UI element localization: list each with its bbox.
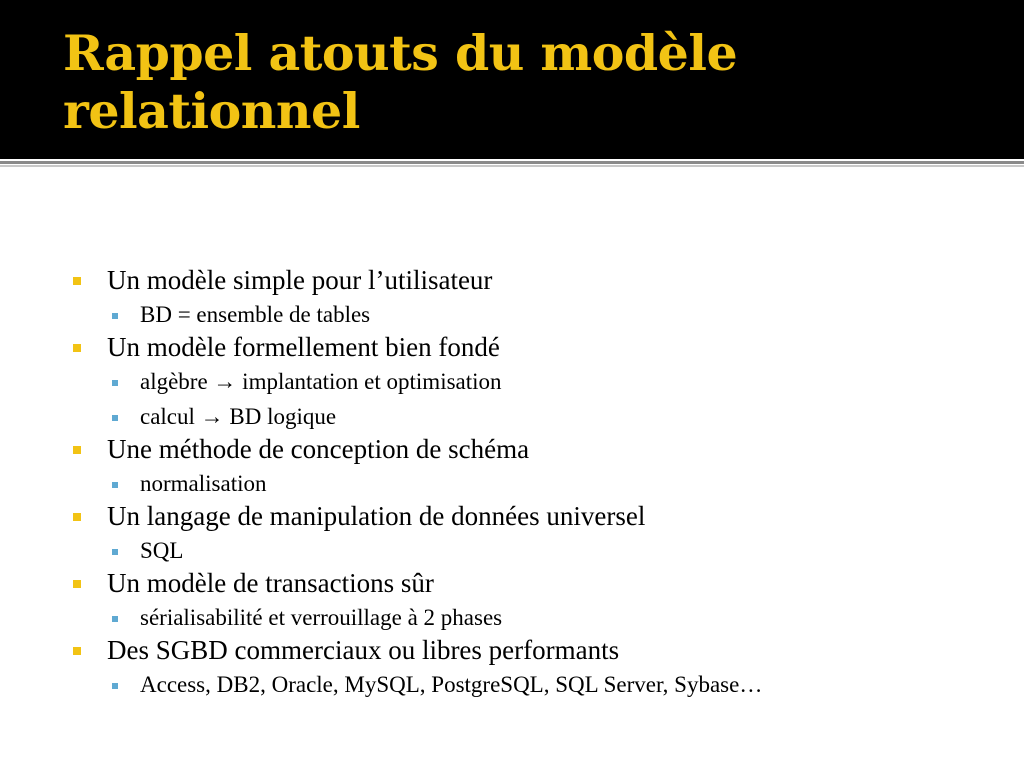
- bullet-item: [0, 264, 1024, 296]
- sub-bullet-item: [0, 366, 1024, 398]
- sub-bullet-item: [0, 602, 1024, 634]
- square-bullet-icon: [73, 446, 81, 454]
- square-bullet-icon: [73, 277, 81, 285]
- square-bullet-icon: [73, 344, 81, 352]
- square-bullet-icon: [112, 313, 118, 319]
- title-divider: [0, 161, 1024, 164]
- bullet-item: [0, 433, 1024, 465]
- sub-bullet-item: [0, 468, 1024, 500]
- sub-bullet-item: [0, 535, 1024, 567]
- square-bullet-icon: [73, 647, 81, 655]
- square-bullet-icon: [112, 482, 118, 488]
- bullet-item: [0, 331, 1024, 363]
- bullet-list: [0, 264, 1024, 701]
- sub-bullet-item: [0, 401, 1024, 433]
- sub-bullet-text: BD = ensemble de tables: [140, 302, 371, 327]
- square-bullet-icon: [112, 549, 118, 555]
- sub-bullet-text: normalisation: [140, 471, 267, 496]
- bullet-item: [0, 634, 1024, 666]
- bullet-text: Un modèle de transactions sûr: [107, 568, 434, 598]
- bullet-text: Des SGBD commerciaux ou libres performants: [107, 635, 620, 665]
- square-bullet-icon: [112, 380, 118, 386]
- square-bullet-icon: [73, 580, 81, 588]
- sub-bullet-text: sérialisabilité et verrouillage à 2 phases: [140, 605, 503, 630]
- bullet-item: [0, 567, 1024, 599]
- slide-title: Rappel atouts du modèle relationnel: [63, 24, 738, 140]
- title-divider-shadow: [0, 165, 1024, 167]
- square-bullet-icon: [112, 616, 118, 622]
- sub-bullet-text: calcul → BD logique: [140, 404, 337, 429]
- sub-bullet-item: [0, 669, 1024, 701]
- bullet-text: Un langage de manipulation de données universel: [107, 501, 646, 531]
- sub-bullet-text: algèbre → implantation et optimisation: [140, 369, 502, 394]
- bullet-text: Une méthode de conception de schéma: [107, 434, 530, 464]
- sub-bullet-text: SQL: [140, 538, 184, 563]
- title-bar: [0, 0, 1024, 159]
- bullet-item: [0, 500, 1024, 532]
- square-bullet-icon: [112, 415, 118, 421]
- square-bullet-icon: [73, 513, 81, 521]
- sub-bullet-item: [0, 299, 1024, 331]
- square-bullet-icon: [112, 683, 118, 689]
- bullet-text: Un modèle simple pour l’utilisateur: [107, 265, 493, 295]
- sub-bullet-text: Access, DB2, Oracle, MySQL, PostgreSQL, SQL Server, Sybase…: [140, 672, 763, 697]
- bullet-text: Un modèle formellement bien fondé: [107, 332, 500, 362]
